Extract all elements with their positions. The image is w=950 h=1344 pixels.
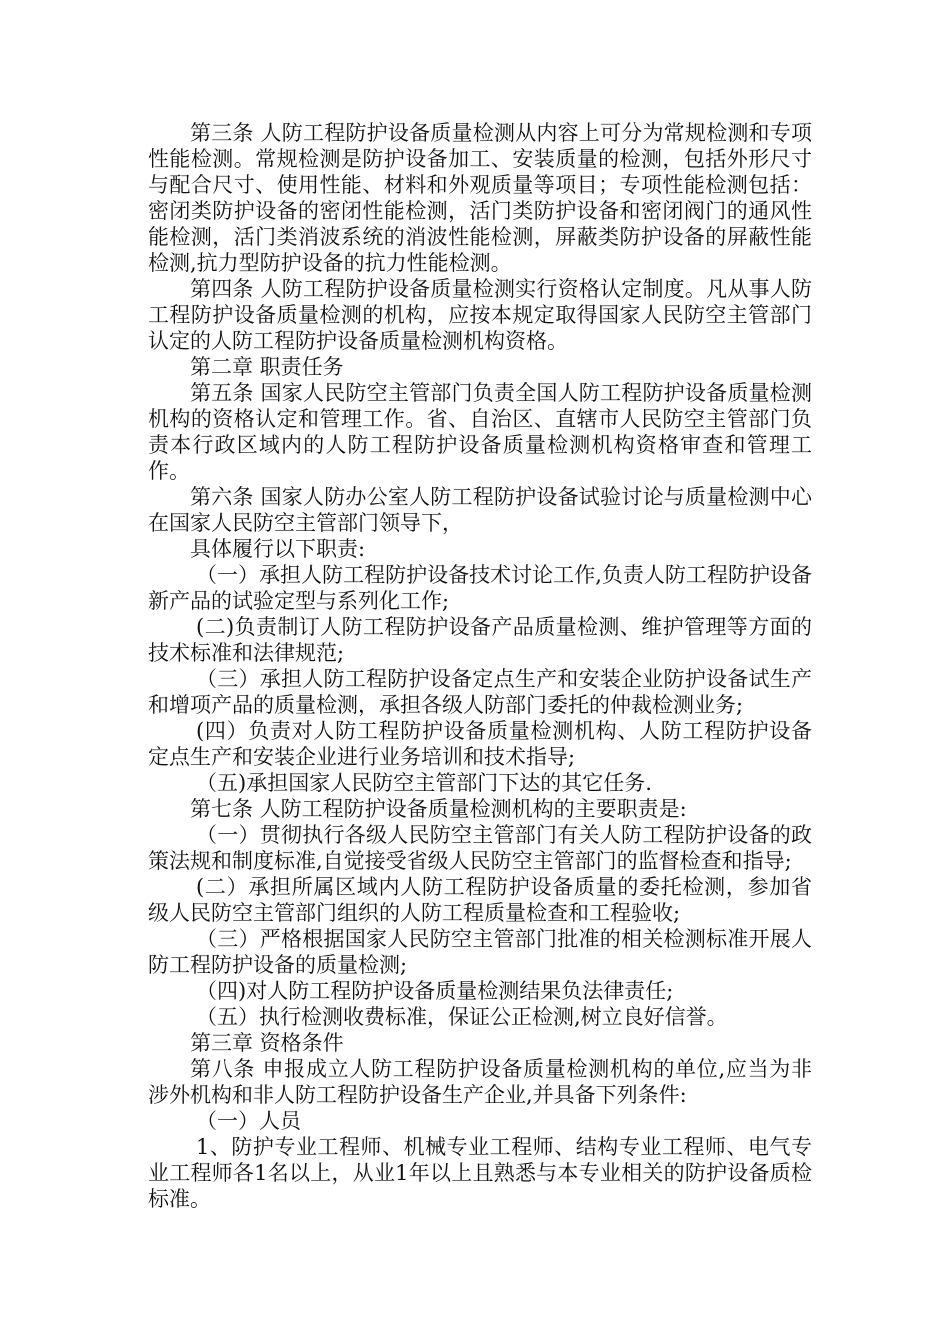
article-5: 第五条 国家人民防空主管部门负责全国人防工程防护设备质量检测机构的资格认定和管理工作。省、自治区、直辖市人民防空主管部门负责本行政区域内的人防工程防护设备质量检测机构资格审查和管理工作。 [148,381,812,483]
article-7-item-3: （三）严格根据国家人民防空主管部门批准的相关检测标准开展人防工程防护设备的质量检测; [148,927,812,977]
article-6-item-3: （三）承担人防工程防护设备定点生产和安装企业防护设备试生产和增项产品的质量检测，承担各级人防部门委托的仲裁检测业务; [148,667,812,717]
article-6-item-4: (四）负责对人防工程防护设备质量检测机构、人防工程防护设备定点生产和安装企业进行业务培训和技术指导; [148,719,812,769]
article-7: 第七条 人防工程防护设备质量检测机构的主要职责是: [190,797,687,821]
chapter-3-heading: 第三章 资格条件 [190,1031,344,1055]
article-6-item-5: （五)承担国家人民防空主管部门下达的其它任务. [196,771,652,795]
document-body [148,120,812,1212]
article-8-item-1-sub-1: 1、防护专业工程师、机械专业工程师、结构专业工程师、电气专业工程师各1名以上，从业1年以上且熟悉与本专业相关的防护设备质检标准。 [148,1135,812,1211]
article-8: 第八条 申报成立人防工程防护设备质量检测机构的单位,应当为非涉外机构和非人防工程防护设备生产企业,并具备下列条件: [148,1057,812,1107]
article-7-item-1: （一）贯彻执行各级人民防空主管部门有关人防工程防护设备的政策法规和制度标准,自觉接受省级人民防空主管部门的监督检查和指导; [148,823,812,873]
article-7-item-4: （四)对人防工程防护设备质量检测结果负法律责任; [196,979,674,1003]
article-3: 第三条 人防工程防护设备质量检测从内容上可分为常规检测和专项性能检测。常规检测是防护设备加工、安装质量的检测，包括外形尺寸与配合尺寸、使用性能、材料和外观质量等项目；专项性能检测包括：密闭类防护设备的密闭性能检测，活门类防护设备和密闭阀门的通风性能检测，活门类消波系统的消波性能检测，屏蔽类防护设备的屏蔽性能检测,抗力型防护设备的抗力性能检测。 [148,121,812,275]
chapter-2-heading: 第二章 职责任务 [190,355,344,379]
article-7-item-5: （五）执行检测收费标准，保证公正检测,树立良好信誉。 [196,1005,728,1029]
article-6: 第六条 国家人防办公室人防工程防护设备试验讨论与质量检测中心在国家人民防空主管部门领导下， [148,485,812,535]
article-8-item-1: （一）人员 [196,1109,301,1133]
article-6-item-1: （一）承担人防工程防护设备技术讨论工作,负责人防工程防护设备新产品的试验定型与系列化工作; [148,563,812,613]
article-6-duties-intro: 具体履行以下职责: [190,537,366,561]
article-7-item-2: (二）承担所属区域内人防工程防护设备质量的委托检测，参加省级人民防空主管部门组织的人防工程质量检查和工程验收; [148,875,812,925]
article-6-item-2: (二)负责制订人防工程防护设备产品质量检测、维护管理等方面的技术标准和法律规范; [148,615,812,665]
article-4: 第四条 人防工程防护设备质量检测实行资格认定制度。凡从事人防工程防护设备质量检测的机构，应按本规定取得国家人民防空主管部门认定的人防工程防护设备质量检测机构资格。 [148,277,812,353]
